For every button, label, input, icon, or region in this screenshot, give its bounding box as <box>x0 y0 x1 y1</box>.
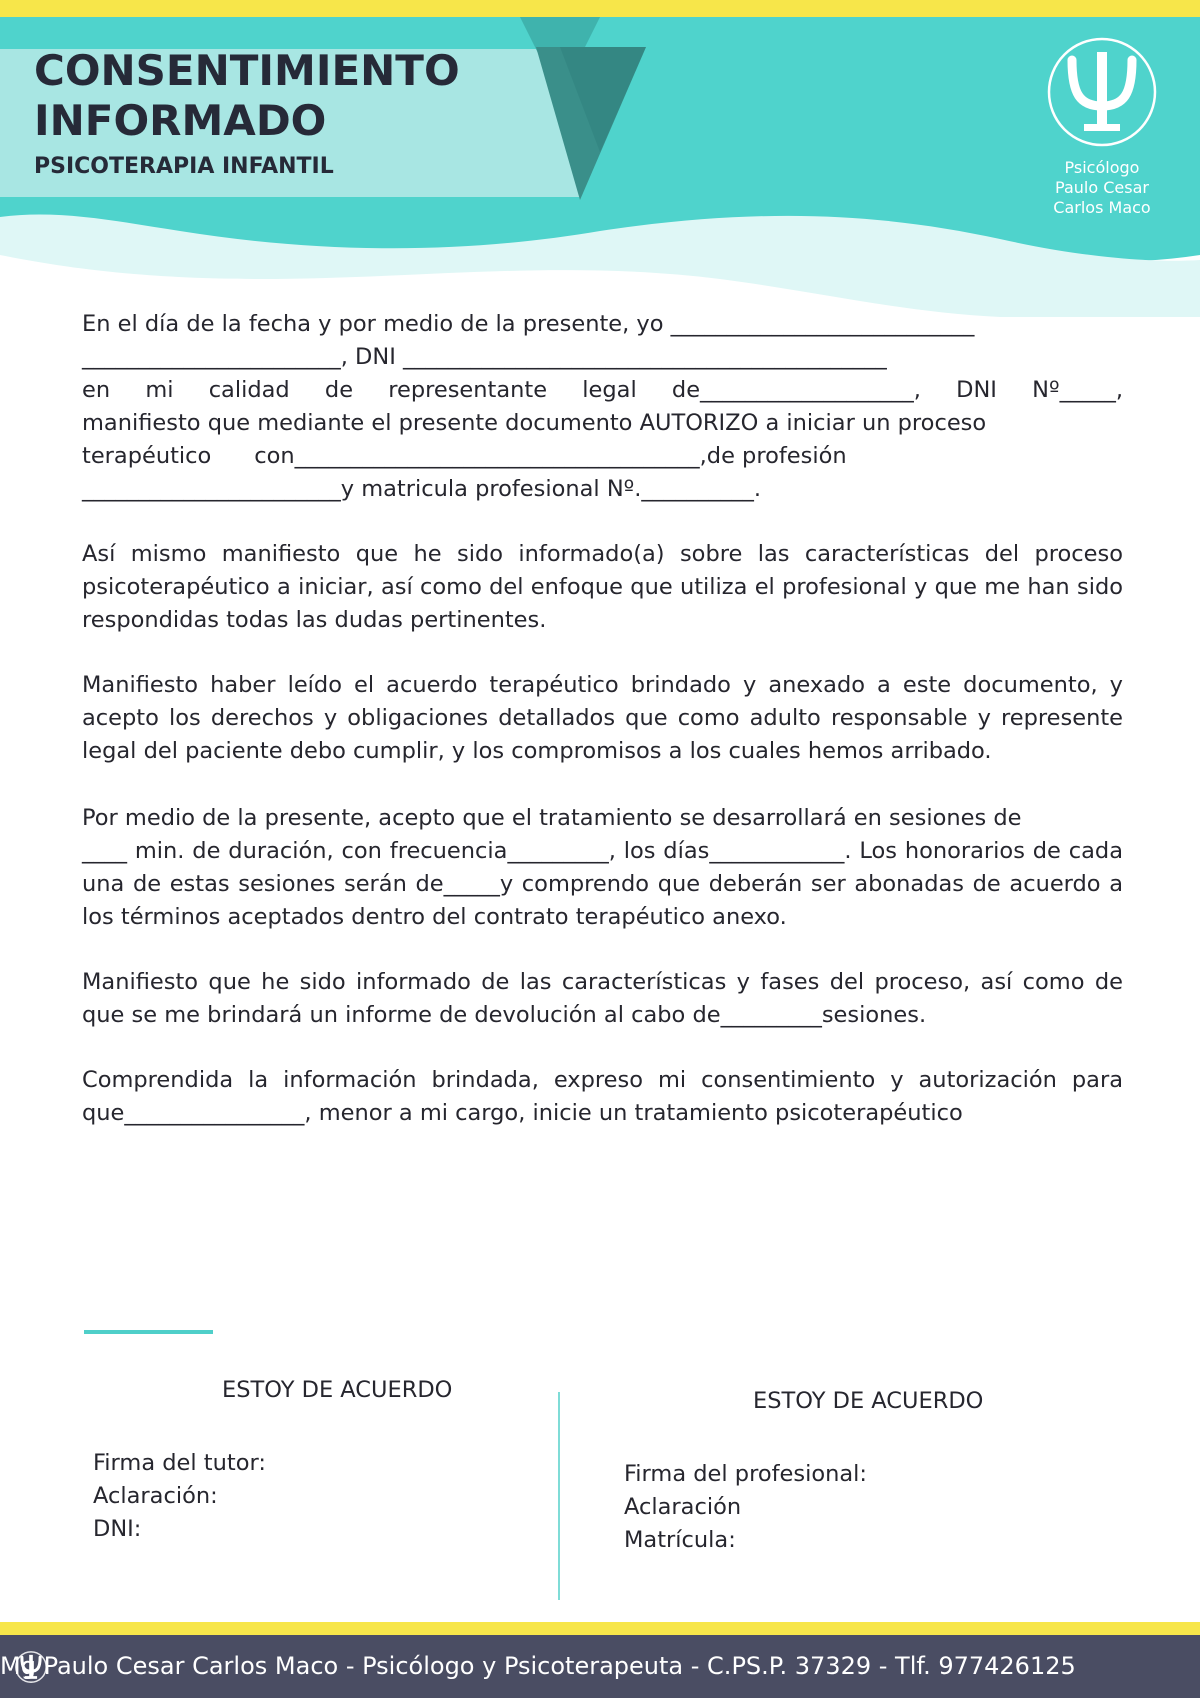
word: DNI <box>956 377 997 403</box>
signature-heading-tutor: ESTOY DE ACUERDO <box>222 1377 453 1403</box>
word: terapéutico <box>82 443 212 469</box>
logo-caption-line: Psicólogo <box>1064 158 1140 177</box>
footer-contact-text: Mg Paulo Cesar Carlos Maco - Psicólogo y Psicoterapeuta - C.PS.P. 37329 - Tlf. 977426125 <box>0 1652 1076 1680</box>
signature-block-tutor <box>93 1447 266 1546</box>
consent-paragraph-authorization: Comprendida la información brindada, expreso mi consentimiento y autorización para que________________, menor a mi cargo, inicie un tratamiento psicoterapéutico <box>82 1067 1123 1126</box>
text-line: manifiesto que mediante el presente documento AUTORIZO a iniciar un proceso <box>82 410 987 436</box>
psychologist-logo <box>1044 36 1160 218</box>
consent-paragraph-sessions <box>82 802 1123 934</box>
word: representante <box>388 377 548 403</box>
title-block <box>34 46 460 179</box>
signature-field-label: Aclaración <box>624 1494 742 1520</box>
footer-yellow-stripe <box>0 1622 1200 1635</box>
psi-symbol-icon <box>1046 36 1158 148</box>
consent-paragraph-identity <box>82 308 1123 506</box>
word: mi <box>145 377 174 403</box>
text-line <box>82 374 1123 407</box>
document-title: CONSENTIMIENTO INFORMADO <box>34 46 460 145</box>
word: Nº_____, <box>1032 377 1123 403</box>
word: legal <box>582 377 637 403</box>
signature-field-label: DNI: <box>93 1516 142 1542</box>
logo-caption <box>1044 158 1160 218</box>
signature-field-label: Firma del profesional: <box>624 1461 867 1487</box>
top-yellow-stripe <box>0 0 1200 17</box>
text-line: En el día de la fecha y por medio de la presente, yo ___________________________ <box>82 311 975 337</box>
text-line <box>82 440 1123 473</box>
word: en <box>82 377 111 403</box>
consent-paragraph-report: Manifiesto que he sido informado de las características y fases del proceso, así como de que se me brindará un informe de devolución al cabo de_________sesiones. <box>82 969 1123 1028</box>
signature-divider <box>558 1392 560 1600</box>
signature-heading-professional: ESTOY DE ACUERDO <box>753 1388 984 1414</box>
footer-bar <box>0 1635 1200 1698</box>
word: calidad <box>208 377 290 403</box>
text-block: ____ min. de duración, con frecuencia_________, los días____________. Los honorarios de cada una de estas sesiones serán de_____y comprendo que deberán ser abonadas de acuerdo a los términos aceptados dentro del contrato terapéutico anexo. <box>82 838 1123 930</box>
word: de___________________, <box>671 377 921 403</box>
signature-field-label: Aclaración: <box>93 1483 218 1509</box>
accent-rule <box>84 1330 213 1334</box>
consent-body <box>82 308 1123 1162</box>
logo-caption-line: Carlos Maco <box>1053 198 1151 217</box>
text-line: _______________________y matricula profesional Nº.__________. <box>82 476 762 502</box>
consent-paragraph-informed: Así mismo manifiesto que he sido informado(a) sobre las características del proceso psicoterapéutico a iniciar, así como del enfoque que utiliza el profesional y que me han sido respondidas todas las dudas pertinentes. <box>82 541 1123 633</box>
document-subtitle: PSICOTERAPIA INFANTIL <box>34 154 334 179</box>
text-line: Por medio de la presente, acepto que el tratamiento se desarrollará en sesiones de <box>82 805 1022 831</box>
word: con____________________________________,de profesión <box>254 443 847 469</box>
word: de <box>324 377 354 403</box>
signature-field-label: Matrícula: <box>624 1527 736 1553</box>
text-line: _______________________, DNI ___________________________________________ <box>82 344 887 370</box>
signature-block-professional <box>624 1458 867 1557</box>
signature-field-label: Firma del tutor: <box>93 1450 266 1476</box>
consent-paragraph-agreement: Manifiesto haber leído el acuerdo terapéutico brindado y anexado a este documento, y acepto los derechos y obligaciones detallados que como adulto responsable y represente legal del paciente debo cumplir, y los compromisos a los cuales hemos arribado. <box>82 672 1123 764</box>
logo-caption-line: Paulo Cesar <box>1055 178 1149 197</box>
